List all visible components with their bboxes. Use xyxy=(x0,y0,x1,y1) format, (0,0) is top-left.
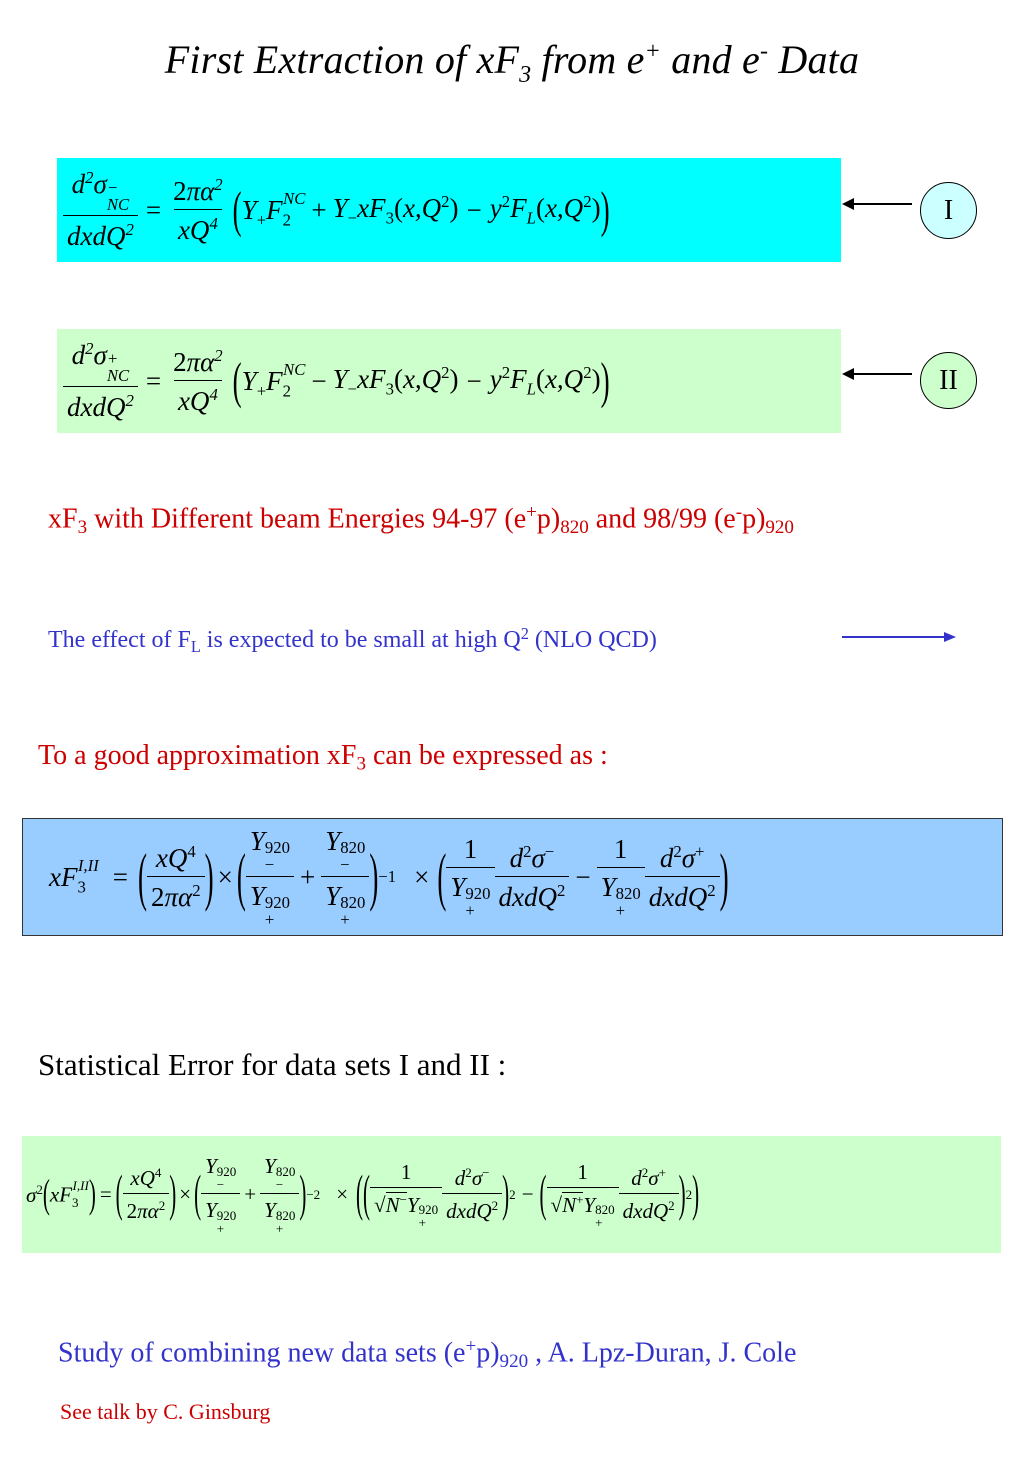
beam-energies-text: $xF_3$ with Different beam Energies 94-97 $(e^+p)_{820}$ and 98/99 $(e^-p)_{920}$ xyxy=(48,502,794,539)
arrow-to-eq1 xyxy=(840,192,920,216)
fl-effect-text: The effect of $F_L$ is expected to be small at high $Q^2$ (NLO QCD) xyxy=(48,624,657,657)
arrow-to-eq2 xyxy=(840,362,920,386)
approximation-text: To a good approximation $xF_3$ can be expressed as : xyxy=(38,740,608,775)
equation-2: $d^2\sigma$ + NC dxdQ$^2$ = $\frac{2\pi\alpha^2}{xQ^4}$ ( $Y_+F_2^{NC}$ − $Y_-xF_3(x,Q^2)$ − $y^2F_L(x,Q^2)$ ) xyxy=(57,329,841,433)
statistical-error-heading: Statistical Error for data sets I and II : xyxy=(38,1047,507,1082)
equation-1-box xyxy=(57,158,841,262)
equation-4: $\sigma^2$ ( $xF_3^{I,II}$ ) = ( $\frac{xQ^4}{2\pi\alpha^2}$ ) × ( Y $^{920 -}$ Y $^{920 +}$ + Y $^{820 -}$ Y $^{820 +}$ ) −2 × ( ( 1 √N−Y $^{920 +}$ $\frac{d^2\sigma^-}{dxdQ^2}$ ) 2 − ( 1 √N+Y $^{820 +}$ $\frac{d^2\sigma^+}{dxdQ^2}$ ) 2 ) xyxy=(26,1154,700,1236)
right-arrow xyxy=(842,627,958,647)
equation-2-box xyxy=(57,329,841,433)
page-title: First Extraction of $xF_3$ from e+ and e- Data xyxy=(164,37,860,88)
equation-3-box xyxy=(22,818,1003,936)
equation-3: $xF_3^{I,II}$ = ( $\frac{xQ^4}{2\pi\alpha^2}$ ) × ( Y $^{920 -}$ Y $^{920 +}$ + Y $^{820 -}$ Y $^{820 +}$ ) −1 × ( 1 Y $^{920 +}$ $\frac{d^2\sigma^-}{dxdQ^2}$ − 1 Y $^{820 +}$ $\frac{d^2\sigma^+}{dxdQ^2}$ ) xyxy=(49,825,729,929)
equation-1: $d^2\sigma$ − NC dxdQ$^2$ = $\frac{2\pi\alpha^2}{xQ^4}$ ( $Y_+F_2^{NC}$ + $Y_-xF_3(x,Q^2)$ − $y^2F_L(x,Q^2)$ ) xyxy=(57,158,841,262)
marker-circle-1: I xyxy=(920,182,977,239)
equation-4-box xyxy=(22,1136,1001,1253)
see-talk-text: See talk by C. Ginsburg xyxy=(60,1399,271,1424)
marker-circle-2: II xyxy=(920,352,977,409)
study-text: Study of combining new data sets $(e^+p)_{920}$ , A. Lpz-Duran, J. Cole xyxy=(58,1336,797,1373)
